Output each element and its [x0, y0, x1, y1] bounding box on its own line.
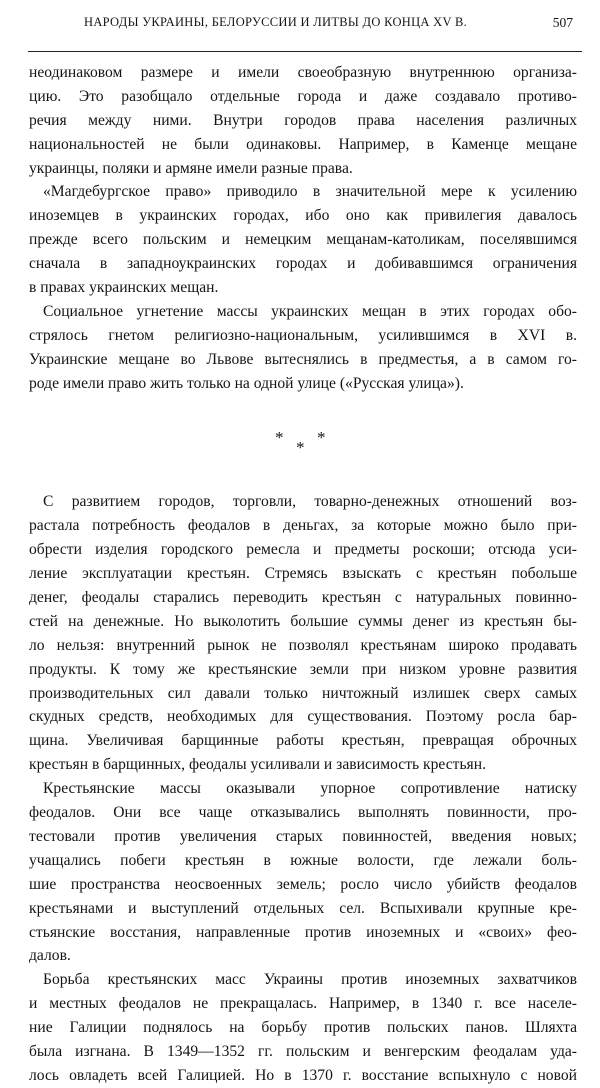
text-line: «Магдебургское право» приводило в значительной мере к усилению [43, 183, 577, 201]
separator-asterisk: * [275, 428, 284, 448]
text-line: скудных средств, необходимых для существования. Поэтому росла бар- [29, 708, 577, 726]
text-line: ние Галиции поднялось на борьбу против польских панов. Шляхта [29, 1019, 577, 1037]
paragraph [29, 61, 577, 180]
page-number: 507 [552, 15, 573, 30]
text-line: С развитием городов, торговли, товарно-денежных отношений воз- [43, 493, 577, 511]
separator-asterisk: * [317, 428, 326, 448]
text-line: прежде всего польским и немецким мещанам-католикам, поселявшимся [29, 231, 577, 249]
text-line: ло нельзя: внутренний рынок не позволял крестьянам широко продавать [29, 636, 577, 654]
text-line: в правах украинских мещан. [29, 279, 219, 297]
text-line: стей на денежные. Но выколотить большие суммы денег из крестьян бы- [29, 612, 577, 630]
text-line: стьянские восстания, направленные против иноземных и «своих» фео- [29, 923, 577, 941]
text-line: цию. Это разобщало отдельные города и даже создавало противо- [29, 87, 577, 105]
paragraph [29, 968, 577, 1087]
text-line: ление эксплуатации крестьян. Стремясь взыскать с крестьян побольше [29, 565, 577, 583]
body-text [29, 61, 577, 1088]
text-line: национальностей не были одинаковы. Например, в Каменце мещане [29, 135, 577, 153]
text-line: Социальное угнетение массы украинских мещан в этих городах обо- [43, 302, 577, 320]
separator-asterisk: * [296, 438, 305, 458]
text-line: щина. Увеличивая барщинные работы крестьян, превращая оброчных [29, 732, 577, 750]
header-rule [28, 51, 582, 52]
section-separator [29, 395, 577, 490]
text-line: неодинаковом размере и имели своеобразную внутреннюю организа- [29, 64, 577, 81]
text-line: денег, феодалы старались переводить крестьян с натуральных повинно- [29, 589, 577, 607]
paragraph [29, 490, 577, 777]
text-line: Украинские мещане во Львове вытеснялись в предместья, а в самом го- [29, 350, 577, 368]
text-line: сначала в западноукраинских городах и добивавшимся ограничения [29, 255, 577, 273]
text-line: лось овладеть всей Галицией. Но в 1370 г. восстание вспыхнуло с новой [29, 1066, 577, 1084]
text-line: обрести изделия городского ремесла и предметы роскоши; отсюда уси- [29, 541, 577, 559]
text-line: Крестьянские массы оказывали упорное сопротивление натиску [43, 780, 577, 798]
text-line: крестьян в барщинных, феодалы усиливали и зависимость крестьян. [29, 756, 486, 774]
paragraph [29, 777, 577, 968]
text-line: учащались побеги крестьян в южные волости, где лежали боль- [29, 851, 577, 869]
text-line: роде имели право жить только на одной улице («Русская улица»). [29, 374, 464, 392]
paragraph [29, 300, 577, 396]
text-line: была изгнана. В 1349—1352 гг. польским и венгерским феодалам уда- [29, 1042, 577, 1060]
text-line: украинцы, поляки и армяне имели разные права. [29, 159, 353, 177]
text-line: тестовали против увеличения старых повинностей, введения новых; [29, 827, 577, 845]
text-line: и местных феодалов не прекращалась. Например, в 1340 г. все населе- [29, 995, 577, 1013]
text-line: далов. [29, 947, 71, 965]
text-line: стрялось гнетом религиозно-национальным, усилившимся в XVI в. [29, 326, 577, 344]
text-line: шие пространства неосвоенных земель; росло число убийств феодалов [29, 875, 577, 893]
text-line: феодалов. Они все чаще отказывались выполнять повинности, про- [29, 804, 577, 822]
text-line: иноземцев в украинских городах, ибо оно как привилегия давалось [29, 207, 577, 225]
text-line: речия между ними. Внутри городов права населения различных [29, 111, 577, 129]
text-line: Борьба крестьянских масс Украины против иноземных захватчиков [43, 971, 577, 989]
paragraph [29, 180, 577, 299]
text-line: крестьянами и выступлений отдельных сел. Вспыхивали крупные кре- [29, 899, 577, 917]
text-line: растала потребность феодалов в деньгах, за которые можно было при- [29, 517, 577, 535]
running-head: НАРОДЫ УКРАИНЫ, БЕЛОРУССИИ И ЛИТВЫ ДО КОНЦА XV В. [84, 15, 468, 29]
text-line: производительных сил давали только ничтожный излишек сверх самых [29, 684, 577, 702]
text-line: продукты. К тому же крестьянские земли при низком уровне развития [29, 660, 577, 678]
page-header [0, 8, 600, 38]
